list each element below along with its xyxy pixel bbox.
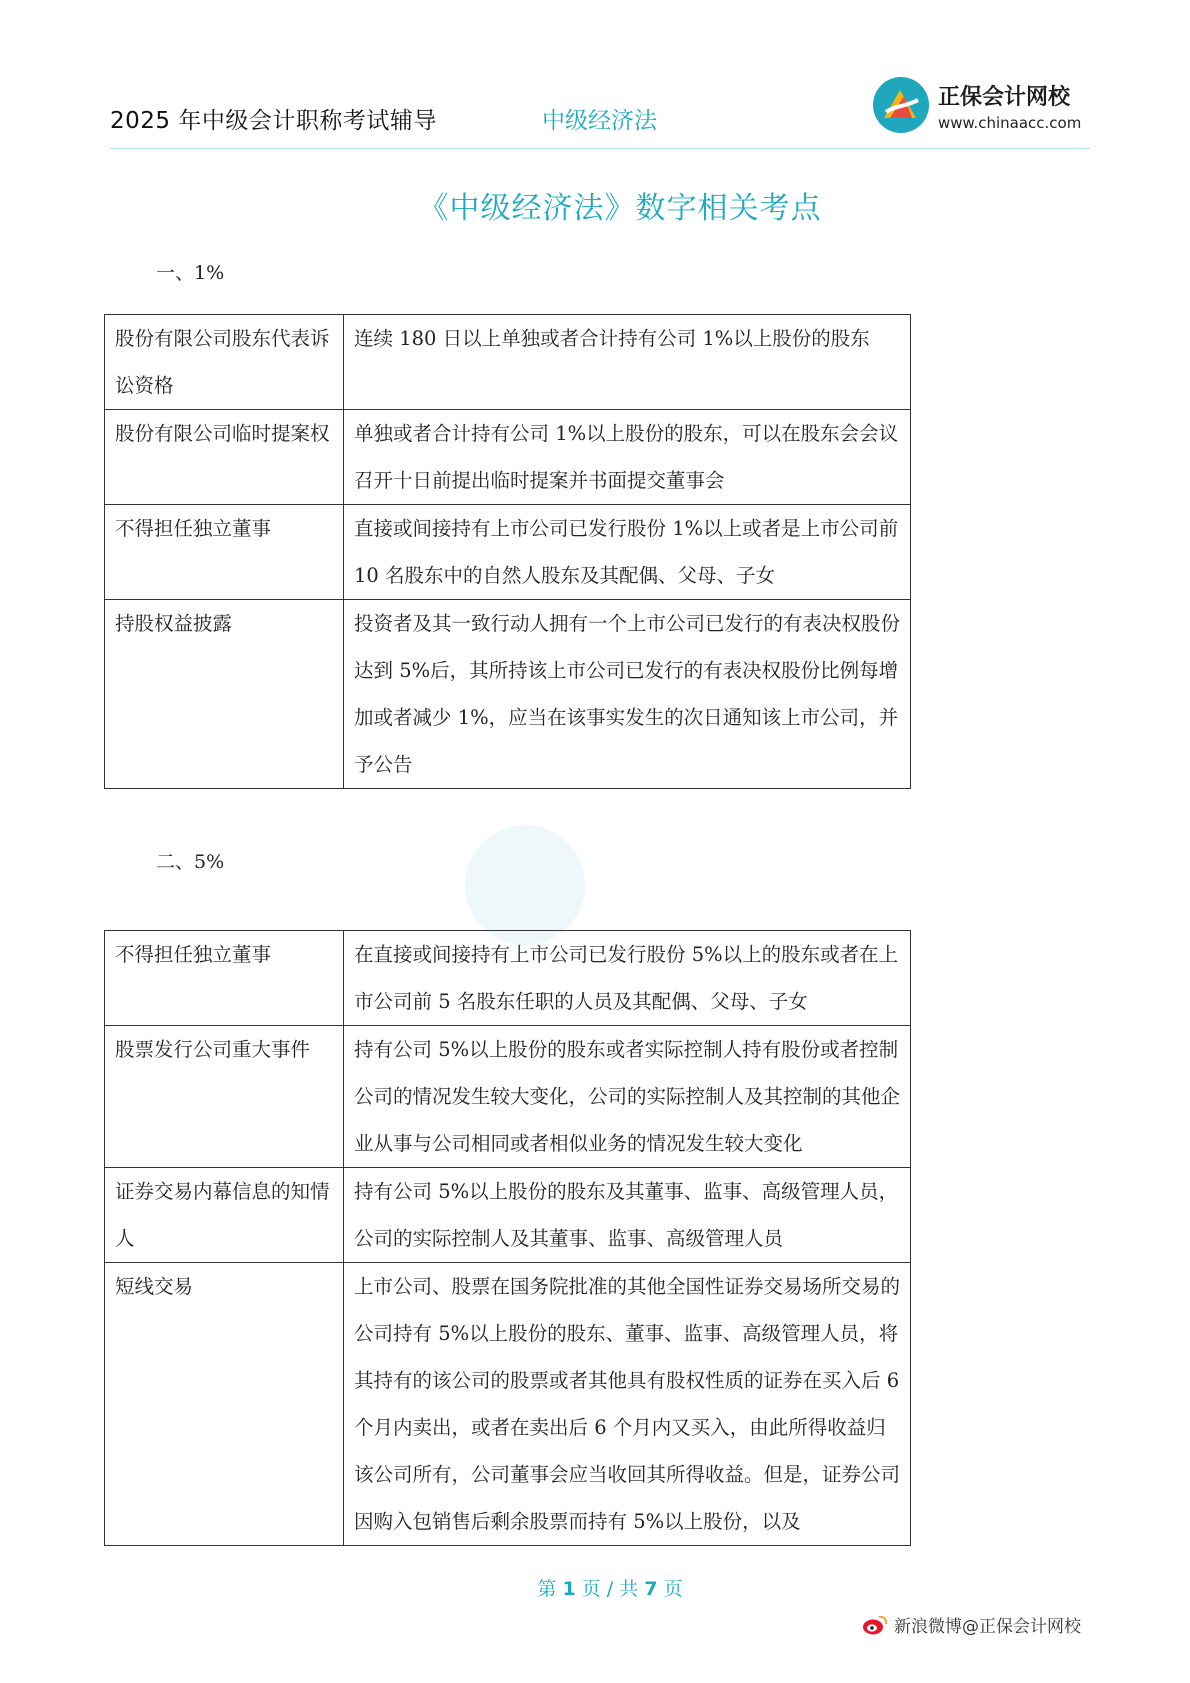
chinaacc-logo	[872, 74, 1092, 138]
page-prefix: 第	[537, 1578, 557, 1600]
page-indicator	[0, 1574, 1190, 1601]
page-total: 7	[644, 1578, 658, 1600]
weibo-handle: 新浪微博@正保会计网校	[894, 1617, 1081, 1637]
table-key-cell: 不得担任独立董事	[105, 931, 344, 1026]
table-value-cell: 在直接或间接持有上市公司已发行股份 5%以上的股东或者在上市公司前 5 名股东任职的人员及其配偶、父母、子女	[344, 931, 911, 1026]
table-value-cell: 持有公司 5%以上股份的股东及其董事、监事、高级管理人员，公司的实际控制人及其董事、监事、高级管理人员	[344, 1168, 911, 1263]
table-key-cell: 股票发行公司重大事件	[105, 1026, 344, 1168]
table-row	[105, 505, 911, 600]
table-key-cell: 短线交易	[105, 1263, 344, 1546]
exam-title: 2025 年中级会计职称考试辅导	[110, 108, 437, 134]
table-row	[105, 931, 911, 1026]
section-heading-1: 一、1%	[156, 262, 225, 284]
table-value-cell: 直接或间接持有上市公司已发行股份 1%以上或者是上市公司前 10 名股东中的自然人股东及其配偶、父母、子女	[344, 505, 911, 600]
table-row	[105, 410, 911, 505]
table-row	[105, 315, 911, 410]
table-value-cell: 连续 180 日以上单独或者合计持有公司 1%以上股份的股东	[344, 315, 911, 410]
table-value-cell: 单独或者合计持有公司 1%以上股份的股东，可以在股东会会议召开十日前提出临时提案并书面提交董事会	[344, 410, 911, 505]
logo-url: www.chinaacc.com	[938, 114, 1082, 132]
chinaacc-logo-icon	[872, 76, 930, 134]
table-row	[105, 1263, 911, 1546]
section-heading-2: 二、5%	[156, 851, 225, 873]
document-title: 《中级经济法》数字相关考点	[418, 191, 822, 226]
table-row	[105, 1026, 911, 1168]
subject-label: 中级经济法	[542, 108, 657, 134]
table-key-cell: 股份有限公司股东代表诉讼资格	[105, 315, 344, 410]
page-header	[110, 66, 1090, 149]
table-row	[105, 1168, 911, 1263]
table-value-cell: 持有公司 5%以上股份的股东或者实际控制人持有股份或者控制公司的情况发生较大变化，公司的实际控制人及其控制的其他企业从事与公司相同或者相似业务的情况发生较大变化	[344, 1026, 911, 1168]
table-value-cell: 投资者及其一致行动人拥有一个上市公司已发行的有表决权股份达到 5%后，其所持该上市公司已发行的有表决权股份比例每增加或者减少 1%，应当在该事实发生的次日通知该上市公司，并予公告	[344, 600, 911, 789]
table-key-cell: 股份有限公司临时提案权	[105, 410, 344, 505]
table-row	[105, 600, 911, 789]
table-key-cell: 证券交易内幕信息的知情人	[105, 1168, 344, 1263]
facts-table-1	[104, 314, 911, 789]
page-mid: 页 / 共	[581, 1578, 639, 1600]
weibo-icon	[862, 1614, 888, 1636]
page-suffix: 页	[663, 1578, 683, 1600]
logo-name: 正保会计网校	[938, 85, 1071, 110]
page-current: 1	[562, 1578, 576, 1600]
table-value-cell: 上市公司、股票在国务院批准的其他全国性证券交易场所交易的公司持有 5%以上股份的股东、董事、监事、高级管理人员，将其持有的该公司的股票或者其他具有股权性质的证券在买入后 6 个月内卖出，或者在卖出后 6 个月内又买入，由此所得收益归该公司所有，公司董事会应当收回其所得收益。但是，证券公司因购入包销售后剩余股票而持有 5%以上股份，以及	[344, 1263, 911, 1546]
table-key-cell: 不得担任独立董事	[105, 505, 344, 600]
facts-table-2	[104, 930, 911, 1546]
table-key-cell: 持股权益披露	[105, 600, 344, 789]
